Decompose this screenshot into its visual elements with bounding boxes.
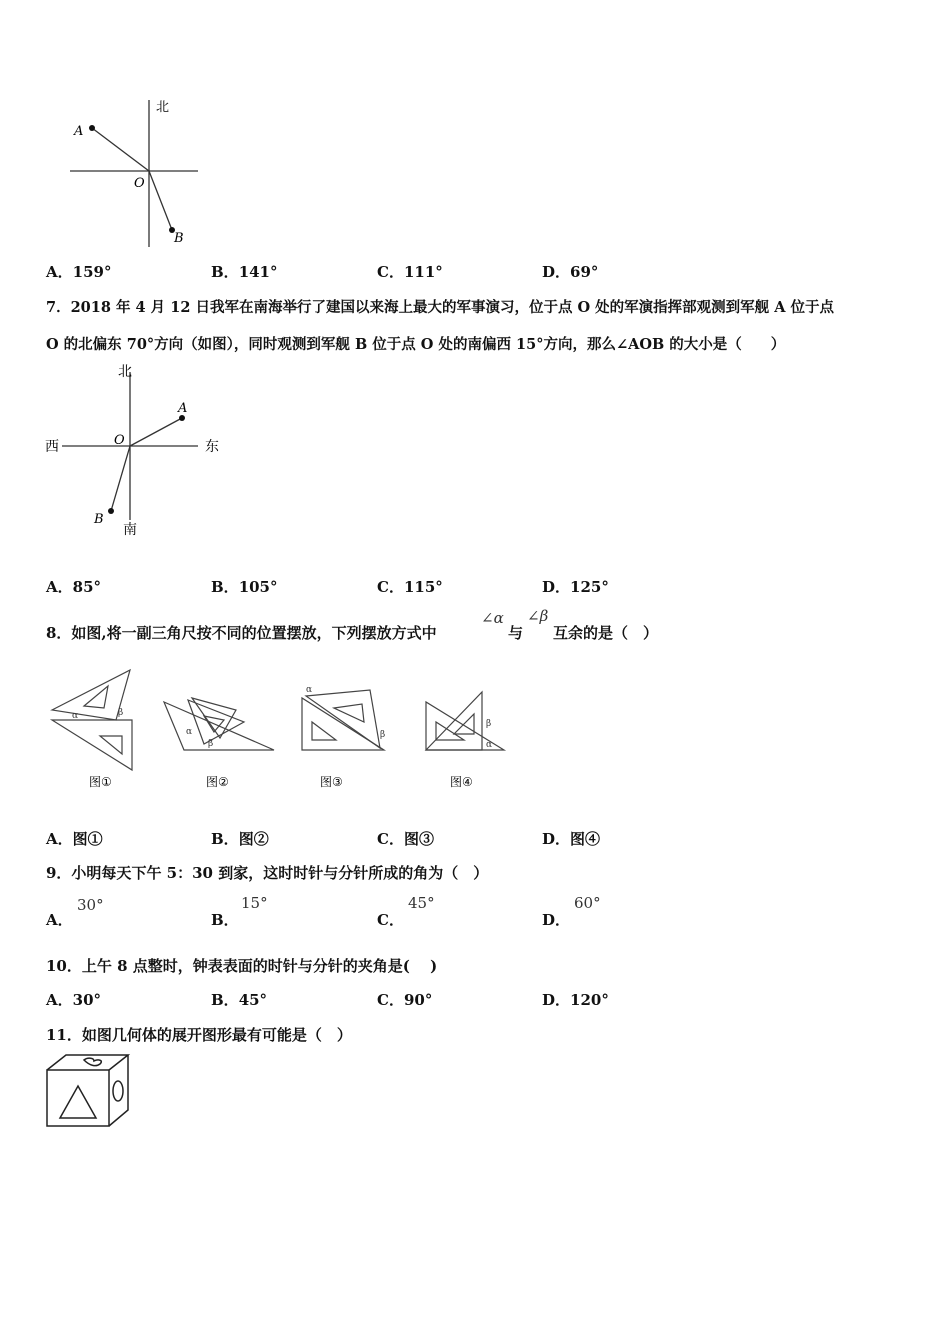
q7-line1: 7．2018 年 4 月 12 日我军在南海举行了建国以来海上最大的军事演习，位于点 O 处的军演指挥部观测到军舰 A 位于点 [46,299,835,316]
svg-text:α: α [486,740,493,750]
south-label: 南 [123,522,137,538]
svg-text:β: β [486,719,492,729]
fig8-1 [52,670,132,770]
q11-stem: 11．如图几何体的展开图形最有可能是（ ） [46,1026,352,1044]
q9-option-c-value: 45° [408,894,435,912]
label-o: O [114,433,125,448]
q8-figures [44,662,524,797]
q8-mid: 与 [508,624,524,642]
svg-text:β: β [380,730,386,740]
east-label: 东 [205,439,219,455]
q7-figure [40,360,230,540]
q8-angle-beta: ∠β [527,607,549,625]
fig8-caption-4: 图④ [450,775,473,789]
label-o: O [134,176,145,191]
q7-option-c: C．115° [377,578,443,596]
fig8-2 [164,698,274,750]
q7-option-a: A．85° [46,578,102,596]
q10-option-b: B．45° [211,991,268,1009]
q9-option-a-letter: A． [46,911,73,929]
fig8-caption-3: 图③ [320,775,343,789]
q6-option-b: B．141° [211,263,278,281]
svg-text:α: α [186,727,193,737]
q9-option-d-letter: D． [542,911,571,929]
fig8-caption-1: 图① [89,775,112,789]
svg-text:α: α [72,711,79,721]
q9-option-d-value: 60° [574,894,601,912]
north-label: 北 [156,100,170,115]
q9-stem: 9．小明每天下午 5：30 到家，这时时针与分针所成的角为（ ） [46,864,489,882]
q7-line2: O 的北偏东 70°方向（如图），同时观测到军舰 B 位于点 O 处的南偏西 15°方向，那么∠AOB 的大小是（ ） [46,336,786,353]
q8-stem: 8．如图,将一副三角尺按不同的位置摆放，下列摆放方式中 [46,624,437,642]
q6-figure [60,95,210,255]
q9-option-b-letter: B． [211,911,239,929]
q8-angle-alpha: ∠α [481,609,504,627]
q7-option-b: B．105° [211,578,278,596]
q10-option-d: D．120° [542,991,609,1009]
q6-option-c: C．111° [377,263,443,281]
q8-option-d: D．图④ [542,830,601,848]
q6-option-a: A．159° [46,263,112,281]
q11-cube-figure [44,1052,136,1132]
q10-stem: 10．上午 8 点整时，钟表表面的时针与分针的夹角是( ) [46,957,438,975]
north-label: 北 [118,364,132,380]
q8-option-a: A．图① [46,830,103,848]
q8-option-c: C．图③ [377,830,434,848]
label-a: A [74,124,84,139]
q8-option-b: B．图② [211,830,269,848]
q9-option-a-value: 30° [77,896,104,914]
svg-text:β: β [118,708,124,718]
q7-option-d: D．125° [542,578,609,596]
point-b [108,508,114,514]
west-label: 西 [45,439,59,455]
fig8-caption-2: 图② [206,775,229,789]
q10-option-c: C．90° [377,991,433,1009]
q6-option-d: D．69° [542,263,599,281]
fig8-3 [302,685,385,750]
q9-option-c-letter: C． [377,911,404,929]
label-b: B [94,512,104,527]
q9-option-b-value: 15° [241,894,268,912]
svg-text:α: α [306,685,313,695]
q8-suffix: 互余的是（ ） [553,624,659,642]
point-a [89,125,95,131]
svg-text:β: β [208,739,214,749]
label-b: B [174,231,184,246]
label-a: A [178,401,188,416]
q10-option-a: A．30° [46,991,102,1009]
fig8-4 [426,692,504,750]
